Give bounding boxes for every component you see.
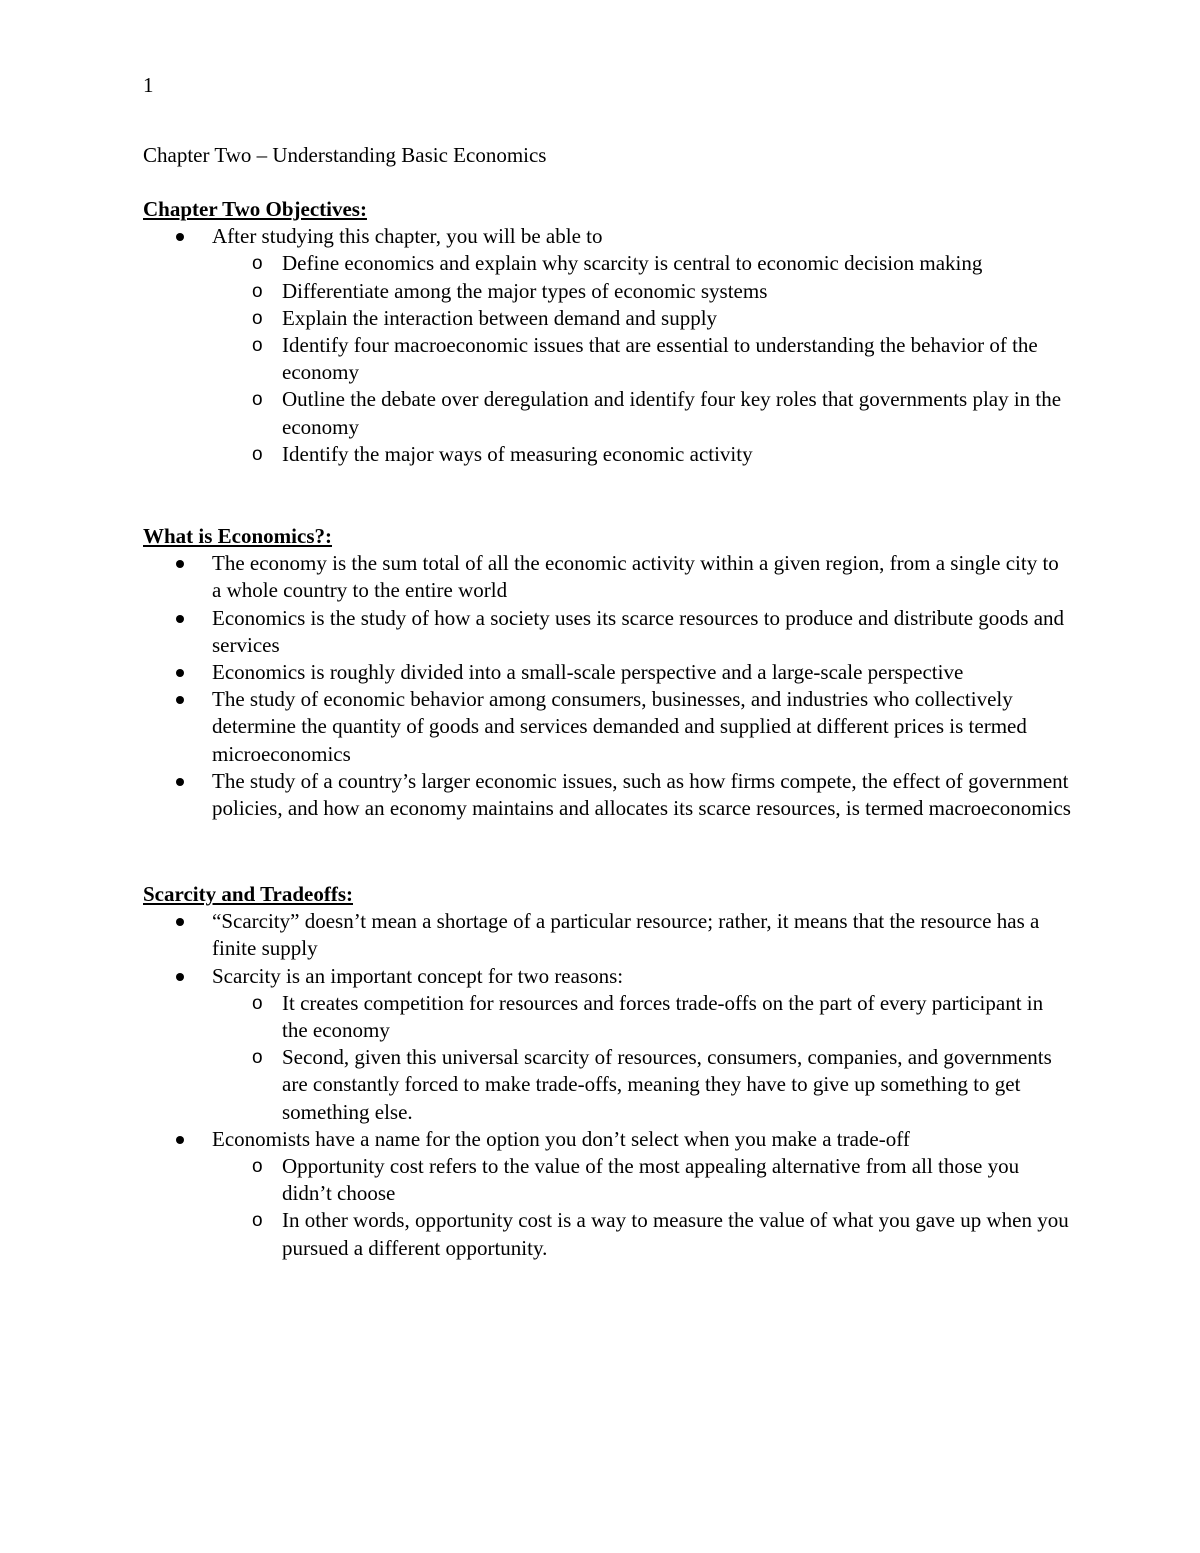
list-item xyxy=(143,908,1073,962)
bullet-list xyxy=(143,223,1073,468)
sub-list-item xyxy=(212,990,1073,1044)
sub-list-item-text: Second, given this universal scarcity of resources, consumers, companies, and governments are constantly forced to make trade-offs, meaning they have to give up something to get something else. xyxy=(282,1045,1052,1124)
section-heading: What is Economics?: xyxy=(143,524,332,548)
sub-list-item xyxy=(212,1207,1073,1261)
list-item-text: The study of economic behavior among consumers, businesses, and industries who collectively determine the quantity of goods and services demanded and supplied at different prices is termed microeconomics xyxy=(212,687,1027,766)
list-item-text: Scarcity is an important concept for two reasons: xyxy=(212,963,624,988)
sub-list-item-text: It creates competition for resources and forces trade-offs on the part of every participant in the economy xyxy=(282,990,1044,1043)
bullet-dot-icon xyxy=(176,615,184,623)
list-item-text: Economists have a name for the option you don’t select when you make a trade-off xyxy=(212,1126,910,1151)
circle-bullet-icon: o xyxy=(252,1210,263,1232)
bullet-dot-icon xyxy=(176,560,184,568)
bullet-dot-icon xyxy=(176,233,184,241)
bullet-dot-icon xyxy=(176,973,184,981)
list-item xyxy=(143,1126,1073,1262)
section-objectives xyxy=(143,196,1073,468)
bullet-dot-icon xyxy=(176,778,184,786)
list-item xyxy=(143,223,1073,468)
page-number: 1 xyxy=(143,73,154,97)
sub-list-item xyxy=(212,386,1073,440)
sub-list xyxy=(212,1153,1073,1262)
section-heading: Scarcity and Tradeoffs: xyxy=(143,882,353,906)
circle-bullet-icon: o xyxy=(252,1156,263,1178)
sub-list-item-text: In other words, opportunity cost is a way to measure the value of what you gave up when you pursued a different opportunity. xyxy=(282,1208,1069,1260)
sub-list-item-text: Differentiate among the major types of economic systems xyxy=(282,278,768,303)
section-what-is-economics xyxy=(143,523,1073,822)
list-item-text: The economy is the sum total of all the economic activity within a given region, from a single city to a whole country to the entire world xyxy=(212,551,1059,603)
circle-bullet-icon: o xyxy=(252,280,263,302)
sub-list-item xyxy=(212,305,1073,332)
bullet-list xyxy=(143,908,1073,1262)
sub-list-item-text: Identify the major ways of measuring economic activity xyxy=(282,441,753,466)
circle-bullet-icon: o xyxy=(252,253,263,275)
circle-bullet-icon: o xyxy=(252,307,263,329)
circle-bullet-icon: o xyxy=(252,335,263,357)
bullet-dot-icon xyxy=(176,918,184,926)
sub-list-item xyxy=(212,1044,1073,1126)
circle-bullet-icon: o xyxy=(252,992,263,1014)
sub-list-item-text: Define economics and explain why scarcity is central to economic decision making xyxy=(282,251,983,276)
circle-bullet-icon: o xyxy=(252,389,263,411)
circle-bullet-icon: o xyxy=(252,443,263,465)
sub-list-item xyxy=(212,332,1073,386)
circle-bullet-icon: o xyxy=(252,1047,263,1069)
sub-list xyxy=(212,250,1073,468)
list-item-text: Economics is the study of how a society uses its scarce resources to produce and distribute goods and services xyxy=(212,605,1065,657)
list-item xyxy=(143,686,1073,768)
sub-list-item xyxy=(212,250,1073,277)
section-heading: Chapter Two Objectives: xyxy=(143,197,367,221)
sub-list-item-text: Identify four macroeconomic issues that are essential to understanding the behavior of the economy xyxy=(282,333,1038,385)
list-item-text: “Scarcity” doesn’t mean a shortage of a particular resource; rather, it means that the resource has a finite supply xyxy=(212,909,1040,961)
sub-list xyxy=(212,990,1073,1126)
sub-list-item xyxy=(212,1153,1073,1207)
bullet-dot-icon xyxy=(176,669,184,677)
list-item xyxy=(143,768,1073,822)
bullet-dot-icon xyxy=(176,696,184,704)
sub-list-item-text: Outline the debate over deregulation and identify four key roles that governments play in the economy xyxy=(282,387,1062,439)
bullet-dot-icon xyxy=(176,1136,184,1144)
document-title: Chapter Two – Understanding Basic Economics xyxy=(143,143,547,167)
bullet-list xyxy=(143,550,1073,822)
list-item-text: The study of a country’s larger economic issues, such as how firms compete, the effect of government policies, and how an economy maintains and allocates its scarce resources, is termed macroeconomics xyxy=(212,768,1071,821)
list-item xyxy=(143,963,1073,1126)
section-scarcity-and-tradeoffs xyxy=(143,881,1073,1262)
sub-list-item-text: Explain the interaction between demand and supply xyxy=(282,305,718,330)
list-item xyxy=(143,605,1073,659)
sub-list-item xyxy=(212,278,1073,305)
list-item-text: Economics is roughly divided into a small-scale perspective and a large-scale perspective xyxy=(212,660,964,685)
sub-list-item-text: Opportunity cost refers to the value of the most appealing alternative from all those you didn’t choose xyxy=(282,1154,1020,1206)
list-item-text: After studying this chapter, you will be able to xyxy=(212,224,603,249)
sub-list-item xyxy=(212,441,1073,468)
list-item xyxy=(143,550,1073,604)
list-item xyxy=(143,659,1073,686)
